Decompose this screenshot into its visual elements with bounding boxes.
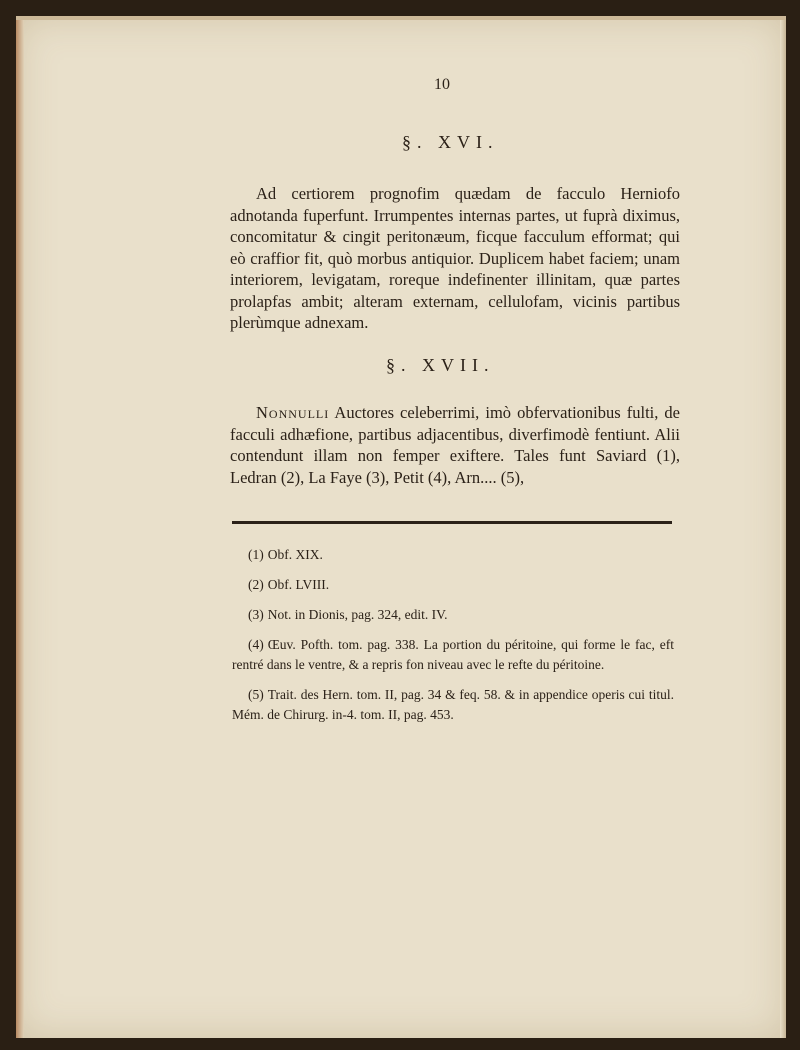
footnote-ref: (5)	[248, 687, 264, 702]
footnote	[232, 605, 674, 625]
section-heading-17: §. XVII.	[386, 355, 495, 375]
section-17-paragraph	[230, 402, 680, 488]
section-17-lead-word: Nonnulli	[256, 403, 330, 422]
book-page	[16, 16, 786, 1038]
footnote	[232, 635, 674, 675]
footnote-text: Trait. des Hern. tom. II, pag. 34 & feq. 58. & in appendice operis cui titul. Mém. de Chirurg. in-4. tom. II, pag. 453.	[232, 687, 674, 722]
footnote-text: Not. in Dionis, pag. 324, edit. IV.	[267, 607, 448, 622]
footnote	[232, 685, 674, 725]
footnote-ref: (3)	[248, 607, 264, 622]
section-17-text: Auctores celeberrimi, imò obfervationibus fulti, de facculi adhæfione, partibus adjacentibus, diverfimodè fentiunt. Alii contendunt illam non femper exiftere. Tales funt Saviard (1), Ledran (2), La Faye (3), Petit (4), Arn.... (5),	[230, 403, 681, 487]
footnotes	[232, 545, 674, 735]
footnote-rule	[232, 521, 672, 524]
footnote	[232, 575, 674, 595]
footnote-text: Obf. XIX.	[267, 547, 323, 562]
footnote-ref: (4)	[248, 637, 264, 652]
page-binding-edge	[16, 16, 24, 1038]
footnote-ref: (1)	[248, 547, 264, 562]
section-16-paragraph	[230, 183, 680, 334]
section-16-text: Ad certiorem prognofim quædam de facculo Herniofo adnotanda fuperfunt. Irrumpentes internas partes, ut fuprà diximus, concomitatur & cingit peritonæum, ficque facculum efformat; qui eò craffior fit, quò morbus antiquior. Duplicem habet faciem; unam interiorem, levigatam, roreque indefinenter illinitam, quæ partes prolapfas ambit; alteram externam, cellulofam, vicinis partibus plerùmque adnexam.	[230, 184, 680, 332]
footnote-text: Obf. LVIII.	[267, 577, 330, 592]
page-number: 10	[434, 76, 450, 93]
section-heading-16: §. XVI.	[402, 132, 499, 152]
footnote-ref: (2)	[248, 577, 264, 592]
footnote	[232, 545, 674, 565]
footnote-text: Œuv. Pofth. tom. pag. 338. La portion du péritoine, qui forme le fac, eft rentré dans le ventre, & a repris fon niveau avec le refte du péritoine.	[232, 637, 674, 672]
page-top-edge	[16, 16, 786, 20]
page-right-edge	[780, 16, 786, 1038]
